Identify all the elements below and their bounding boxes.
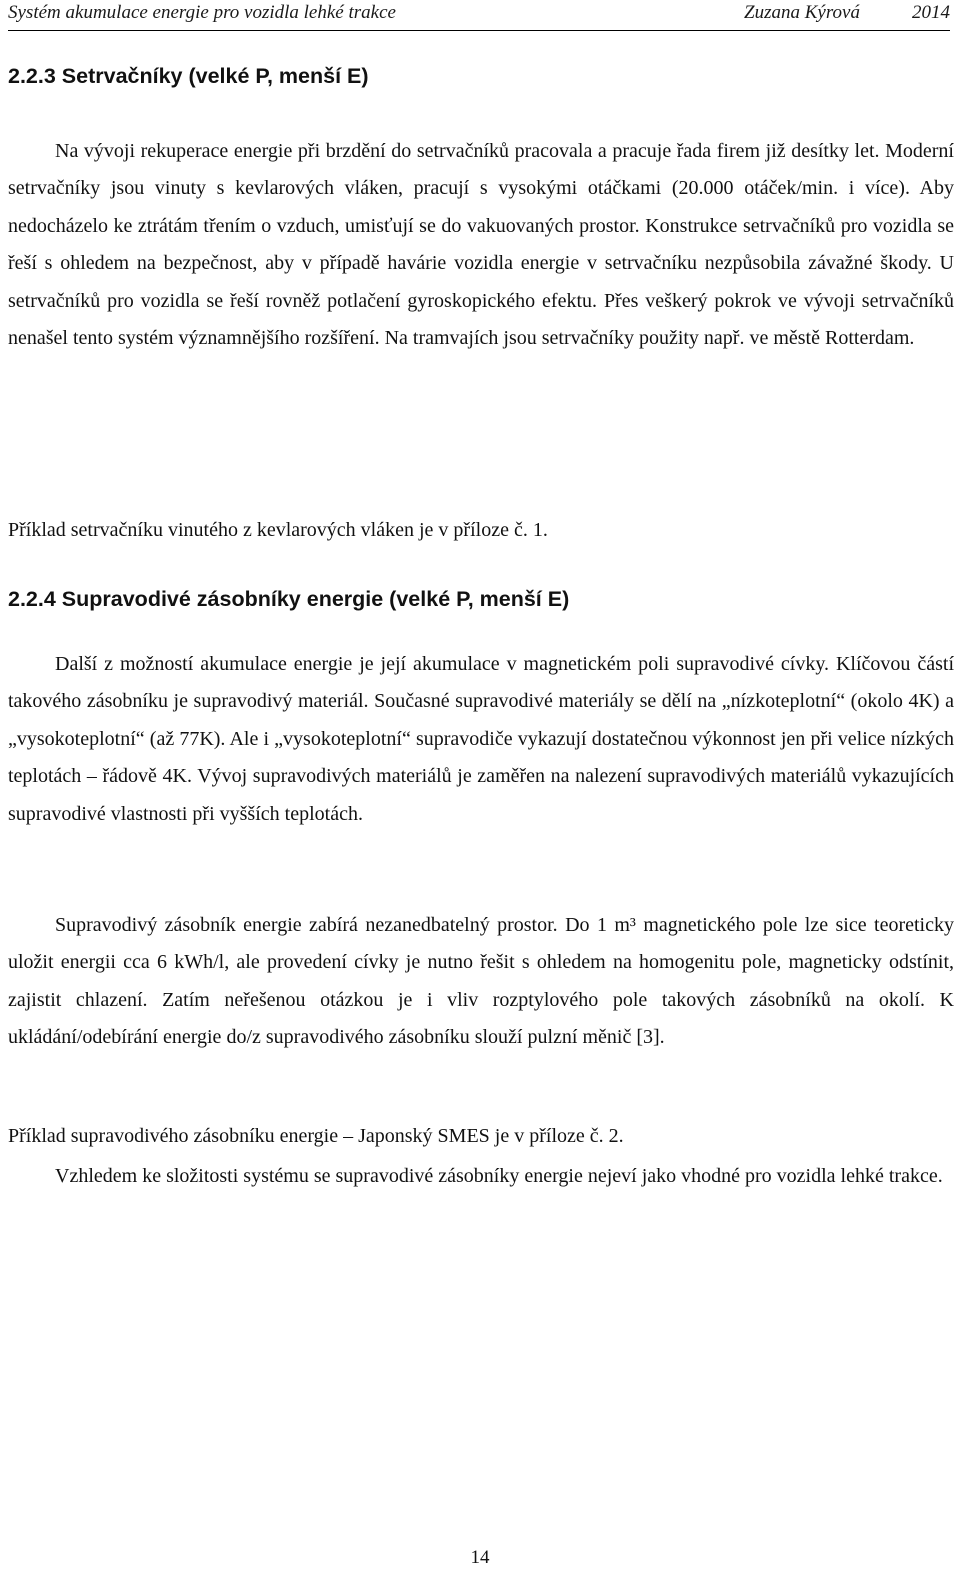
smes-example-paragraph: Příklad supravodivého zásobníku energie – Japonský SMES je v příloze č. 2. [8,1125,624,1147]
smes-conclusion-paragraph: Vzhledem ke složitosti systému se supravodivé zásobníky energie nejeví jako vhodné pro vozidla lehké trakce. [55,1165,943,1187]
header-year: 2014 [912,2,950,23]
flywheel-paragraph: Na vývoji rekuperace energie při brzdění do setrvačníků pracovala a pracuje řada firem již desítky let. Moderní setrvačníky jsou vinuty s kevlarových vláken, pracují s vysokými otáčkami (20.000 otáček/min. i více). Aby nedocházelo ke ztrátám třením o vzduch, umisťují se do vakuovaných prostor. Konstrukce setrvačníků pro vozidla se řeší s ohledem na bezpečnost, aby v případě havárie vozidla energie v setrvačníku nezpůsobila závažné škody. U setrvačníků pro vozidla se řeší rovněž potlačení gyroskopického efektu. Přes veškerý pokrok ve vývoji setrvačníků nenašel tento systém významnějšího rozšíření. Na tramvajích jsou setrvačníky použity např. ve městě Rotterdam. [8,140,954,350]
smes-paragraph-space: Supravodivý zásobník energie zabírá nezanedbatelný prostor. Do 1 m³ magnetického pole lze sice teoreticky uložit energii cca 6 kWh/l, ale provedení cívky je nutno řešit s ohledem na homogenitu pole, magneticky odstínit, zajistit chlazení. Zatím neřešenou otázkou je i vliv rozptylového pole takových zásobníků na okolí. K ukládání/odebírání energie do/z supravodivého zásobníku slouží pulzní měnič [3]. [8,914,954,1049]
flywheel-example-paragraph: Příklad setrvačníku vinutého z kevlarových vláken je v příloze č. 1. [8,519,548,541]
smes-paragraph-intro: Další z možností akumulace energie je její akumulace v magnetickém poli supravodivé cívky. Klíčovou částí takového zásobníku je supravodivý materiál. Současné supravodivé materiály se dělí na „nízkoteplotní“ (okolo 4K) a „vysokoteplotní“ (až 77K). Ale i „vysokoteplotní“ supravodiče vykazují dostatečnou výkonnost jen při velice nízkých teplotách – řádově 4K. Vývoj supravodivých materiálů je zaměřen na nalezení supravodivých materiálů vykazujících supravodivé vlastnosti při vyšších teplotách. [8,653,954,825]
header-divider [8,30,950,31]
section-heading-flywheels: 2.2.3 Setrvačníky (velké P, menší E) [8,64,369,88]
header-document-title: Systém akumulace energie pro vozidla lehké trakce [8,2,396,23]
header-author: Zuzana Kýrová [744,2,860,23]
running-header [8,2,950,28]
page-number: 14 [470,1547,490,1568]
section-heading-superconducting-storage: 2.2.4 Supravodivé zásobníky energie (velké P, menší E) [8,587,570,611]
